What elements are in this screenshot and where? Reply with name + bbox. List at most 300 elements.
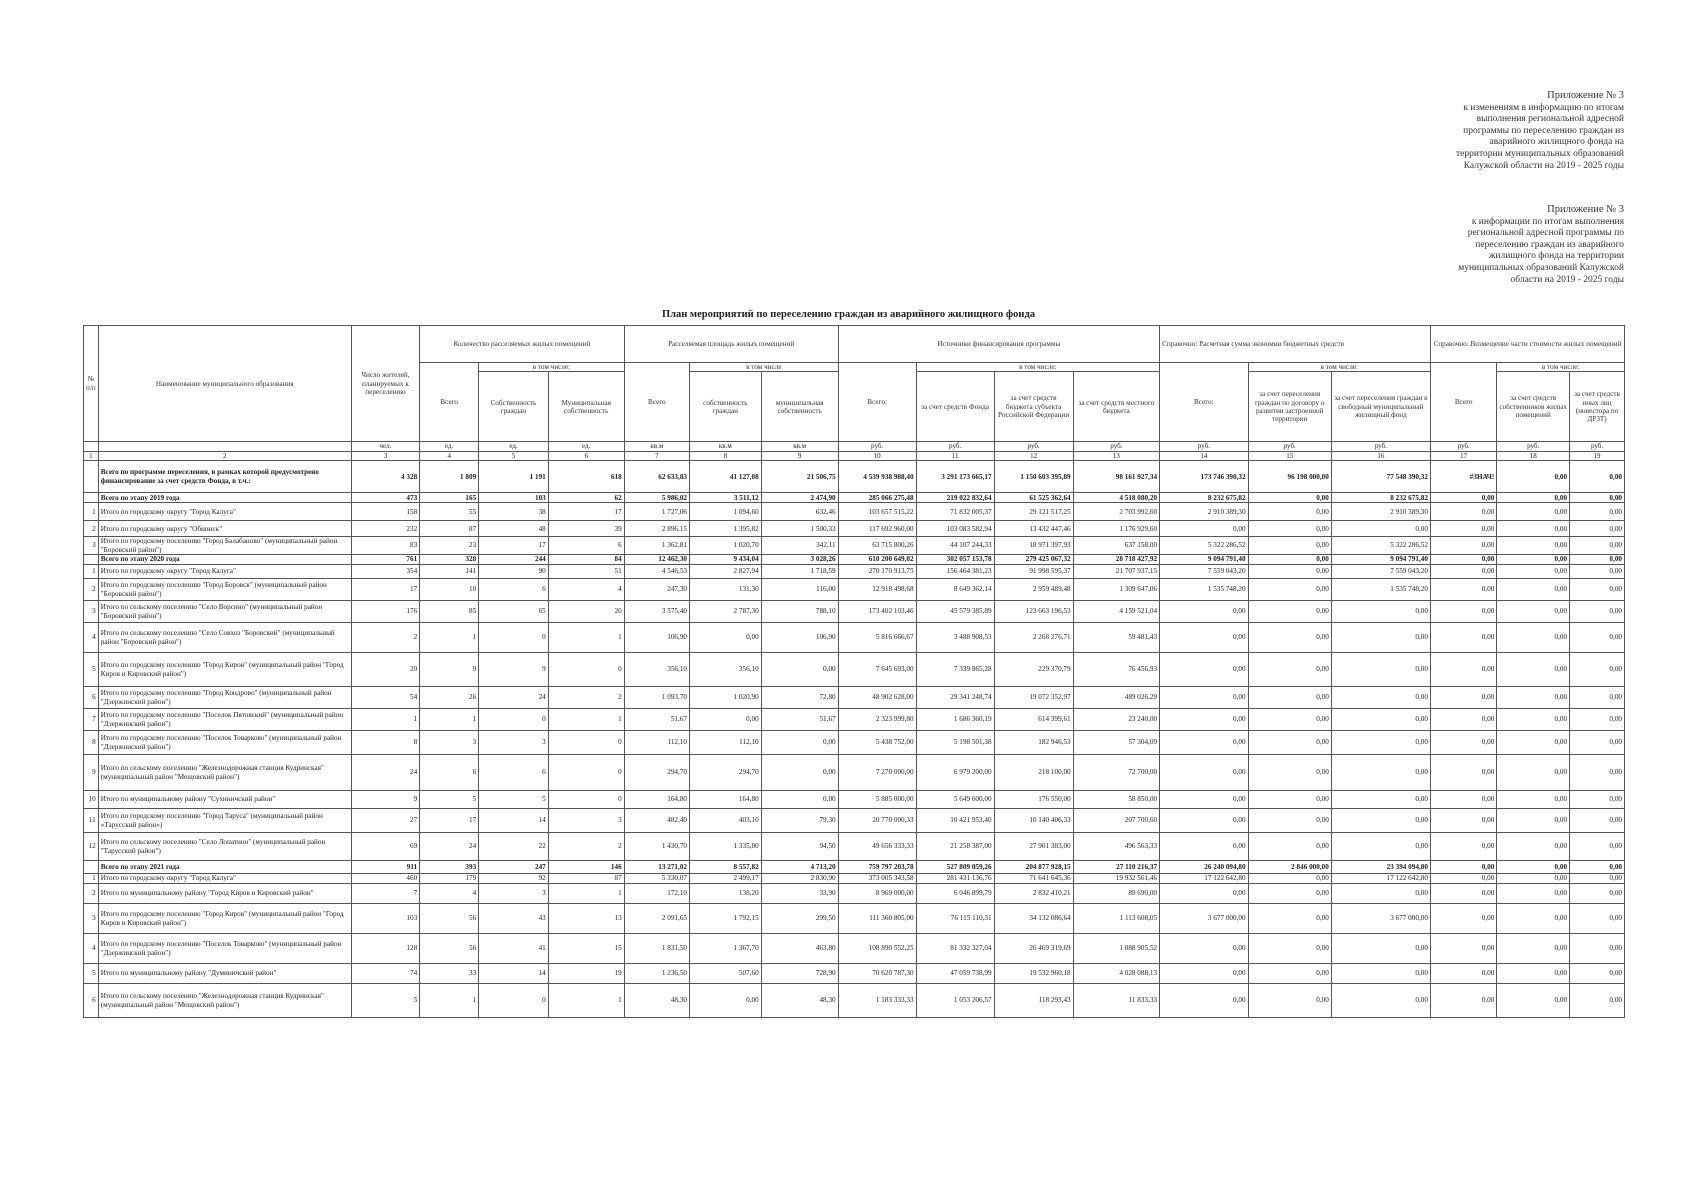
- value-cell: 0,00: [1430, 709, 1496, 731]
- appendix-line: к информации по итогам выполнения: [1471, 216, 1624, 227]
- value-cell: 7 559 043,20: [1160, 565, 1249, 579]
- value-cell: 0,00: [1497, 601, 1570, 623]
- value-cell: 27: [351, 809, 420, 833]
- row-number: [84, 493, 99, 503]
- value-cell: 2 474,90: [761, 493, 838, 503]
- column-number-cell: 18: [1497, 451, 1570, 460]
- municipality-name: Итого по городскому поселению "Поселок Пятовский" (муниципальный район "Дзержинский район"): [98, 709, 351, 731]
- row-number: 8: [84, 731, 99, 755]
- value-cell: 2: [351, 623, 420, 653]
- column-number-cell: 1: [84, 451, 99, 460]
- value-cell: 47 059 738,99: [916, 964, 994, 984]
- value-cell: 0,00: [1331, 623, 1430, 653]
- total-row: [84, 493, 1625, 503]
- value-cell: 76 115 110,31: [916, 904, 994, 934]
- value-cell: 759 797 203,78: [838, 861, 916, 874]
- value-cell: 0,00: [1160, 833, 1249, 861]
- value-cell: 0,00: [1248, 904, 1331, 934]
- value-cell: 0,00: [1331, 653, 1430, 687]
- value-cell: 85: [420, 601, 479, 623]
- value-cell: 1 718,59: [761, 565, 838, 579]
- value-cell: 8 969 000,00: [838, 884, 916, 904]
- value-cell: 0,00: [1570, 984, 1625, 1018]
- value-cell: 0,00: [1331, 709, 1430, 731]
- value-cell: 0,00: [1497, 874, 1570, 884]
- value-cell: 24: [420, 833, 479, 861]
- value-cell: 18 971 397,93: [994, 537, 1073, 555]
- value-cell: 0,00: [1497, 809, 1570, 833]
- header-subject-budget: за счет средств бюджета субъекта Российской Федерации: [994, 372, 1073, 442]
- unit-cell: ед.: [548, 442, 624, 451]
- value-cell: 0,00: [1160, 984, 1249, 1018]
- value-cell: 51: [548, 565, 624, 579]
- value-cell: 0: [548, 731, 624, 755]
- value-cell: 270 170 913,75: [838, 565, 916, 579]
- table-row: [84, 884, 1625, 904]
- value-cell: 1 362,81: [624, 537, 689, 555]
- header-group-rooms: Количество расселяемых жилых помещений: [420, 326, 624, 363]
- municipality-name: Итого по сельскому поселению "Село Лопатино" (муниципальный район "Тарусский район"): [98, 833, 351, 861]
- value-cell: 24: [479, 687, 549, 709]
- value-cell: 2 959 489,48: [994, 579, 1073, 601]
- value-cell: 176 550,00: [994, 791, 1073, 809]
- value-cell: 0,00: [1497, 833, 1570, 861]
- value-cell: 3 677 000,00: [1160, 904, 1249, 934]
- value-cell: 0,00: [1160, 653, 1249, 687]
- column-number-cell: 3: [351, 451, 420, 460]
- appendix-line: аварийного жилищного фонда на: [1489, 137, 1624, 148]
- value-cell: 1 093,70: [624, 687, 689, 709]
- municipality-name: Итого по городскому поселению "Город Балабаново" (муниципальный район "Боровский район"): [98, 537, 351, 555]
- value-cell: 229 370,79: [994, 653, 1073, 687]
- value-cell: 0,00: [1331, 791, 1430, 809]
- table-row: [84, 521, 1625, 537]
- value-cell: 0,00: [1430, 809, 1496, 833]
- value-cell: 2 323 999,80: [838, 709, 916, 731]
- value-cell: 72,80: [761, 687, 838, 709]
- value-cell: 51,67: [761, 709, 838, 731]
- value-cell: 172,10: [624, 884, 689, 904]
- row-number: 12: [84, 833, 99, 861]
- row-number: 7: [84, 709, 99, 731]
- row-number: 3: [84, 537, 99, 555]
- unit-cell: руб.: [1248, 442, 1331, 451]
- header-comp-incl: в том числе:: [1497, 363, 1625, 372]
- value-cell: 51,67: [624, 709, 689, 731]
- value-cell: 20 770 000,33: [838, 809, 916, 833]
- value-cell: 3 575,40: [624, 601, 689, 623]
- value-cell: 0,00: [1430, 833, 1496, 861]
- value-cell: 34 132 086,64: [994, 904, 1073, 934]
- value-cell: 59 481,43: [1073, 623, 1159, 653]
- appendix-line: области на 2019 - 2025 годы: [1510, 274, 1624, 285]
- value-cell: 103: [351, 904, 420, 934]
- value-cell: 0,00: [1430, 687, 1496, 709]
- value-cell: 123 663 196,53: [994, 601, 1073, 623]
- unit-cell: кв.м: [761, 442, 838, 451]
- value-cell: 1 183 333,33: [838, 984, 916, 1018]
- value-cell: 4 328: [351, 461, 420, 493]
- municipality-name: Итого по городскому поселению "Поселок Товарково" (муниципальный район "Дзержинский район"): [98, 731, 351, 755]
- value-cell: 788,10: [761, 601, 838, 623]
- value-cell: 21 258 387,00: [916, 833, 994, 861]
- value-cell: 1: [420, 709, 479, 731]
- value-cell: 0,00: [1570, 601, 1625, 623]
- municipality-name: Итого по сельскому поселению "Железнодорожная станция Кудринская" (муниципальный район "Мещовский район"): [98, 755, 351, 791]
- value-cell: 0: [479, 709, 549, 731]
- value-cell: 2 896,15: [624, 521, 689, 537]
- value-cell: 0,00: [1248, 537, 1331, 555]
- value-cell: 0,00: [1248, 874, 1331, 884]
- value-cell: 8 232 675,82: [1160, 493, 1249, 503]
- column-number-cell: 17: [1430, 451, 1496, 460]
- value-cell: 285 066 275,48: [838, 493, 916, 503]
- value-cell: 6: [548, 537, 624, 555]
- value-cell: 1: [548, 984, 624, 1018]
- value-cell: 0,00: [1430, 537, 1496, 555]
- header-area-munic: муниципальная собственность: [761, 372, 838, 442]
- value-cell: 1: [420, 623, 479, 653]
- municipality-name: Итого по сельскому поселению "Село Совхоз "Боровский" (муниципальный район "Боровский район"): [98, 623, 351, 653]
- total-row: [84, 861, 1625, 874]
- table-body: [84, 461, 1625, 1018]
- value-cell: 0,00: [1497, 623, 1570, 653]
- value-cell: 29 121 517,25: [994, 503, 1073, 521]
- value-cell: 1 686 360,19: [916, 709, 994, 731]
- value-cell: 0,00: [1430, 861, 1496, 874]
- value-cell: 19 532 960,18: [994, 964, 1073, 984]
- value-cell: 0,00: [1331, 731, 1430, 755]
- header-comp-other: за счет средств иных лиц (инвестора по ДРЗТ): [1570, 372, 1625, 442]
- header-econ-total: Всего:: [1160, 363, 1249, 442]
- value-cell: 0,00: [1248, 934, 1331, 964]
- value-cell: 103 083 582,94: [916, 521, 994, 537]
- value-cell: 26 240 094,80: [1160, 861, 1249, 874]
- value-cell: 0,00: [1430, 503, 1496, 521]
- column-number-cell: 16: [1331, 451, 1430, 460]
- value-cell: 4 159 521,04: [1073, 601, 1159, 623]
- value-cell: 15: [548, 934, 624, 964]
- value-cell: 1 236,50: [624, 964, 689, 984]
- row-number: [84, 461, 99, 493]
- value-cell: 1 367,70: [690, 934, 762, 964]
- header-rooms-total: Всего: [420, 363, 479, 442]
- value-cell: 54: [351, 687, 420, 709]
- value-cell: 302 057 153,78: [916, 555, 994, 565]
- value-cell: 0,00: [1248, 579, 1331, 601]
- value-cell: 1: [548, 884, 624, 904]
- row-number: 11: [84, 809, 99, 833]
- value-cell: 26 469 319,69: [994, 934, 1073, 964]
- value-cell: 69: [351, 833, 420, 861]
- column-number-cell: 2: [98, 451, 351, 460]
- value-cell: 10 421 953,40: [916, 809, 994, 833]
- value-cell: 204 877 928,15: [994, 861, 1073, 874]
- table-row: [84, 653, 1625, 687]
- value-cell: 0,00: [1570, 874, 1625, 884]
- value-cell: 7 270 000,00: [838, 755, 916, 791]
- value-cell: 117 692 960,00: [838, 521, 916, 537]
- value-cell: 0,00: [1570, 653, 1625, 687]
- value-cell: 0,00: [1497, 731, 1570, 755]
- value-cell: 0,00: [1497, 904, 1570, 934]
- column-number-cell: 19: [1570, 451, 1625, 460]
- municipality-name: Итого по муниципальному району "Думиничский район": [98, 964, 351, 984]
- unit-cell: [84, 442, 99, 451]
- value-cell: 1 094,60: [690, 503, 762, 521]
- value-cell: 0,00: [1570, 861, 1625, 874]
- value-cell: 0,00: [1570, 461, 1625, 493]
- column-number-cell: 4: [420, 451, 479, 460]
- value-cell: 0: [548, 653, 624, 687]
- value-cell: 0,00: [1248, 565, 1331, 579]
- value-cell: 48: [479, 521, 549, 537]
- header-group-compensation: Справочно: Возмещение части стоимости жилых помещений: [1430, 326, 1624, 363]
- header-group-economy: Справочно: Расчетная сумма экономии бюджетных средств: [1160, 326, 1431, 363]
- table-row: [84, 809, 1625, 833]
- value-cell: 0,00: [1570, 964, 1625, 984]
- table-row: [84, 601, 1625, 623]
- row-number: 1: [84, 874, 99, 884]
- value-cell: 79,30: [761, 809, 838, 833]
- value-cell: 1 792,15: [690, 904, 762, 934]
- value-cell: 496 563,33: [1073, 833, 1159, 861]
- value-cell: 0,00: [1430, 653, 1496, 687]
- table-row: [84, 565, 1625, 579]
- value-cell: 2 787,30: [690, 601, 762, 623]
- value-cell: 7 559 043,20: [1331, 565, 1430, 579]
- municipality-name: Итого по городскому округу "Город Калуга": [98, 565, 351, 579]
- value-cell: 57 304,09: [1073, 731, 1159, 755]
- value-cell: 0,00: [1497, 565, 1570, 579]
- appendix-heading: Приложение № 3: [1547, 90, 1624, 101]
- value-cell: 1 053 206,57: [916, 984, 994, 1018]
- value-cell: 43: [479, 904, 549, 934]
- value-cell: 279 425 067,32: [994, 555, 1073, 565]
- value-cell: 87: [420, 521, 479, 537]
- value-cell: 5 885 000,00: [838, 791, 916, 809]
- header-comp-total: Всего: [1430, 363, 1496, 442]
- value-cell: 91 998 595,37: [994, 565, 1073, 579]
- header-group-financing: Источники финансирования программы: [838, 326, 1159, 363]
- value-cell: 0,00: [1570, 521, 1625, 537]
- unit-cell: руб.: [1570, 442, 1625, 451]
- unit-cell: [98, 442, 351, 451]
- table-row: [84, 623, 1625, 653]
- value-cell: 26: [420, 687, 479, 709]
- row-number: 2: [84, 884, 99, 904]
- row-number: 5: [84, 964, 99, 984]
- column-number-cell: 7: [624, 451, 689, 460]
- value-cell: 164,80: [624, 791, 689, 809]
- value-cell: 0,00: [1331, 601, 1430, 623]
- value-cell: 27 901 383,00: [994, 833, 1073, 861]
- value-cell: 482,40: [624, 809, 689, 833]
- row-number: 6: [84, 984, 99, 1018]
- value-cell: 1 430,70: [624, 833, 689, 861]
- value-cell: 61 525 362,64: [994, 493, 1073, 503]
- value-cell: 48,30: [624, 984, 689, 1018]
- value-cell: 56: [420, 904, 479, 934]
- value-cell: 247: [479, 861, 549, 874]
- municipality-name: Итого по городскому округу "Город Калуга": [98, 874, 351, 884]
- header-name: Наименование муниципального образования: [98, 326, 351, 442]
- appendix-line: Калужской области на 2019 - 2025 годы: [1463, 160, 1624, 171]
- value-cell: 8 557,82: [690, 861, 762, 874]
- value-cell: 3: [548, 809, 624, 833]
- value-cell: 0,00: [1497, 861, 1570, 874]
- value-cell: 6 979 200,00: [916, 755, 994, 791]
- value-cell: 4 546,53: [624, 565, 689, 579]
- value-cell: 182 946,53: [994, 731, 1073, 755]
- document-title: План мероприятий по переселению граждан из аварийного жилищного фонда: [661, 309, 1036, 320]
- municipality-name: Итого по городскому поселению "Город Кондрово" (муниципальный район "Дзержинский район"): [98, 687, 351, 709]
- value-cell: 403,10: [690, 809, 762, 833]
- unit-cell: руб.: [1160, 442, 1249, 451]
- value-cell: 0,00: [1430, 601, 1496, 623]
- value-cell: 92: [479, 874, 549, 884]
- value-cell: 1 535 748,20: [1331, 579, 1430, 601]
- value-cell: 0,00: [1430, 964, 1496, 984]
- value-cell: 71 641 645,36: [994, 874, 1073, 884]
- value-cell: 5 816 666,67: [838, 623, 916, 653]
- value-cell: 81 332 327,04: [916, 934, 994, 964]
- header-group-area: Расселяемая площадь жилых помещений: [624, 326, 838, 363]
- value-cell: 0,00: [761, 731, 838, 755]
- value-cell: 0,00: [1160, 934, 1249, 964]
- value-cell: 3: [479, 884, 549, 904]
- column-number-cell: 5: [479, 451, 549, 460]
- value-cell: 0,00: [1570, 579, 1625, 601]
- value-cell: 0,00: [1570, 884, 1625, 904]
- value-cell: 0,00: [1570, 904, 1625, 934]
- header-local-budget: за счет средств местного бюджета: [1073, 372, 1159, 442]
- value-cell: 0,00: [761, 791, 838, 809]
- value-cell: 71 832 005,37: [916, 503, 994, 521]
- value-cell: 3: [420, 731, 479, 755]
- header-econ-development: за счет переселения граждан по договору о развитии застроенной территории: [1248, 372, 1331, 442]
- value-cell: 4 518 080,20: [1073, 493, 1159, 503]
- unit-cell: ед.: [479, 442, 549, 451]
- column-number-cell: 15: [1248, 451, 1331, 460]
- value-cell: 0,00: [1430, 579, 1496, 601]
- value-cell: 0,00: [1430, 521, 1496, 537]
- value-cell: 911: [351, 861, 420, 874]
- value-cell: 0,00: [1331, 934, 1430, 964]
- value-cell: 207 700,60: [1073, 809, 1159, 833]
- value-cell: 0: [479, 984, 549, 1018]
- value-cell: 0,00: [1430, 874, 1496, 884]
- value-cell: 4 028 088,13: [1073, 964, 1159, 984]
- units-row: [84, 442, 1625, 451]
- value-cell: 17 122 642,80: [1160, 874, 1249, 884]
- header-fin-incl: в том числе:: [916, 363, 1159, 372]
- value-cell: 2 910 389,30: [1160, 503, 1249, 521]
- column-number-cell: 14: [1160, 451, 1249, 460]
- row-number: [84, 861, 99, 874]
- header-area-citizens: собственность граждан: [690, 372, 762, 442]
- value-cell: 0,00: [1570, 503, 1625, 521]
- header-fund: за счет средств Фонда: [916, 372, 994, 442]
- value-cell: 0,00: [1331, 964, 1430, 984]
- value-cell: 9 094 791,40: [1331, 555, 1430, 565]
- value-cell: 0,00: [1570, 934, 1625, 964]
- value-cell: 0,00: [1160, 687, 1249, 709]
- value-cell: 5 330,07: [624, 874, 689, 884]
- value-cell: 1: [420, 984, 479, 1018]
- value-cell: 0,00: [761, 653, 838, 687]
- value-cell: 527 809 059,26: [916, 861, 994, 874]
- value-cell: 0,00: [690, 709, 762, 731]
- value-cell: 0,00: [1160, 884, 1249, 904]
- value-cell: 0,00: [1497, 555, 1570, 565]
- table-row: [84, 579, 1625, 601]
- value-cell: 17: [420, 809, 479, 833]
- value-cell: 328: [420, 555, 479, 565]
- header-residents: Число жителей, планируемых к переселению: [351, 326, 420, 442]
- value-cell: 610 200 649,02: [838, 555, 916, 565]
- value-cell: 0,00: [1497, 964, 1570, 984]
- header-area-total: Всего: [624, 363, 689, 442]
- value-cell: 342,11: [761, 537, 838, 555]
- appendix-line: региональной адресной программы по: [1467, 228, 1624, 239]
- value-cell: 74: [351, 964, 420, 984]
- value-cell: 48 902 628,00: [838, 687, 916, 709]
- value-cell: 106,90: [624, 623, 689, 653]
- value-cell: 232: [351, 521, 420, 537]
- value-cell: 128: [351, 934, 420, 964]
- value-cell: 356,10: [690, 653, 762, 687]
- value-cell: 13: [548, 904, 624, 934]
- value-cell: 70 620 787,30: [838, 964, 916, 984]
- value-cell: 2 830,90: [761, 874, 838, 884]
- unit-cell: руб.: [1073, 442, 1159, 451]
- row-number: 2: [84, 579, 99, 601]
- value-cell: 0,00: [1497, 653, 1570, 687]
- value-cell: 614 399,61: [994, 709, 1073, 731]
- value-cell: 9 434,04: [690, 555, 762, 565]
- value-cell: 0,00: [1160, 755, 1249, 791]
- value-cell: 1 150 603 395,89: [994, 461, 1073, 493]
- row-number: 1: [84, 565, 99, 579]
- appendix-block-2: [1394, 204, 1624, 286]
- value-cell: 294,70: [690, 755, 762, 791]
- value-cell: 1 335,80: [690, 833, 762, 861]
- unit-cell: руб.: [916, 442, 994, 451]
- row-number: 2: [84, 521, 99, 537]
- value-cell: 10 140 406,33: [994, 809, 1073, 833]
- value-cell: 0,00: [1248, 653, 1331, 687]
- value-cell: 0,00: [1248, 833, 1331, 861]
- header-econ-free-fund: за счет переселения граждан в свободный муниципальный жилищный фонд: [1331, 372, 1430, 442]
- value-cell: 0,00: [1248, 984, 1331, 1018]
- value-cell: 247,30: [624, 579, 689, 601]
- value-cell: 0,00: [1160, 964, 1249, 984]
- value-cell: 4: [548, 579, 624, 601]
- value-cell: 6: [479, 755, 549, 791]
- value-cell: #ЗНАЧ!: [1430, 461, 1496, 493]
- value-cell: 17: [351, 579, 420, 601]
- value-cell: 3 488 908,53: [916, 623, 994, 653]
- value-cell: 0,00: [1497, 709, 1570, 731]
- table-row: [84, 833, 1625, 861]
- value-cell: 27 110 216,37: [1073, 861, 1159, 874]
- value-cell: 2: [548, 687, 624, 709]
- municipality-name: Итого по городскому поселению "Город Киров" (муниципальный район "Город Киров и Кировский район"): [98, 653, 351, 687]
- value-cell: 94,50: [761, 833, 838, 861]
- value-cell: 20: [548, 601, 624, 623]
- municipality-name: Всего по этапу 2020 года: [98, 555, 351, 565]
